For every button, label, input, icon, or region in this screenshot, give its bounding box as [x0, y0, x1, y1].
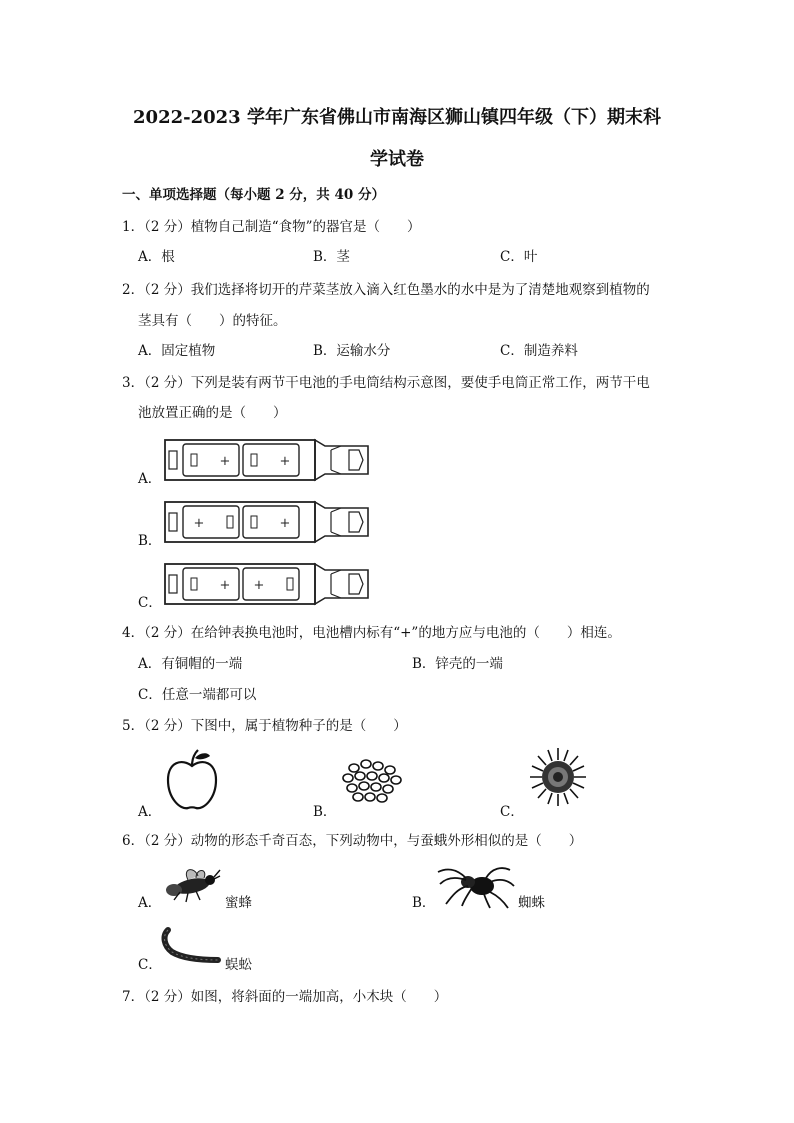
- question-1-option-a[interactable]: A．根: [138, 249, 175, 265]
- question-5-option-c[interactable]: C．: [500, 804, 524, 820]
- question-1-option-b[interactable]: B．茎: [313, 249, 350, 265]
- question-4-option-b[interactable]: B．锌壳的一端: [412, 656, 503, 672]
- question-3-stem-line-1: 3．（2 分）下列是装有两节干电池的手电筒结构示意图，要使手电筒正常工作，两节干电: [122, 375, 650, 391]
- question-4-option-c[interactable]: C．任意一端都可以: [138, 687, 257, 703]
- seed-cluster-icon[interactable]: [340, 754, 404, 808]
- question-5-option-a[interactable]: A．: [138, 804, 162, 820]
- bee-icon[interactable]: [160, 864, 220, 904]
- animal-name-centipede: 蜈蚣: [225, 957, 252, 973]
- question-2-option-a[interactable]: A．固定植物: [138, 343, 216, 359]
- flashlight-b-icon[interactable]: [163, 498, 371, 546]
- question-1-option-c[interactable]: C．叶: [500, 249, 538, 265]
- svg-text:+: +: [219, 578, 231, 593]
- section-heading: 一、单项选择题（每小题 2 分，共 40 分）: [122, 187, 385, 203]
- question-2-stem-line-2: 茎具有（ ）的特征。: [138, 313, 287, 329]
- question-4-stem: 4．（2 分）在给钟表换电池时，电池槽内标有“+”的地方应与电池的（ ）相连。: [122, 625, 621, 641]
- question-2-stem-line-1: 2．（2 分）我们选择将切开的芹菜茎放入滴入红色墨水的水中是为了清楚地观察到植物的: [122, 282, 650, 298]
- question-3-option-a[interactable]: A．: [138, 471, 162, 487]
- svg-text:+: +: [279, 516, 291, 531]
- question-5-stem: 5．（2 分）下图中，属于植物种子的是（ ）: [122, 718, 407, 734]
- animal-name-spider: 蜘蛛: [518, 895, 545, 911]
- question-6-stem: 6．（2 分）动物的形态千奇百态，下列动物中，与蚕蛾外形相似的是（ ）: [122, 833, 583, 849]
- question-5-option-b[interactable]: B．: [313, 804, 337, 820]
- spider-icon[interactable]: [436, 864, 516, 908]
- question-3-stem-line-2: 池放置正确的是（ ）: [138, 405, 287, 421]
- animal-name-bee: 蜜蜂: [225, 895, 252, 911]
- question-1-stem: 1．（2 分）植物自己制造“食物”的器官是（ ）: [122, 219, 421, 235]
- title-line-1: 2022-2023 学年广东省佛山市南海区狮山镇四年级（下）期末科: [133, 107, 661, 128]
- question-6-option-a[interactable]: A．: [138, 895, 162, 911]
- question-2-option-c[interactable]: C．制造养料: [500, 343, 578, 359]
- question-4-option-a[interactable]: A．有铜帽的一端: [138, 656, 243, 672]
- apple-icon[interactable]: [164, 748, 220, 812]
- question-7-stem: 7．（2 分）如图，将斜面的一端加高，小木块（ ）: [122, 989, 448, 1005]
- svg-text:+: +: [279, 454, 291, 469]
- flashlight-a-icon[interactable]: [163, 436, 371, 484]
- svg-text:+: +: [219, 454, 231, 469]
- flower-head-icon[interactable]: [528, 746, 588, 808]
- flashlight-c-icon[interactable]: [163, 560, 371, 608]
- question-3-option-b[interactable]: B．: [138, 533, 162, 549]
- centipede-icon[interactable]: [160, 926, 222, 966]
- svg-text:+: +: [193, 516, 205, 531]
- svg-text:+: +: [253, 578, 265, 593]
- title-line-2: 学试卷: [370, 149, 424, 170]
- question-3-option-c[interactable]: C．: [138, 595, 162, 611]
- question-6-option-c[interactable]: C．: [138, 957, 162, 973]
- question-2-option-b[interactable]: B．运输水分: [313, 343, 391, 359]
- question-6-option-b[interactable]: B．: [412, 895, 436, 911]
